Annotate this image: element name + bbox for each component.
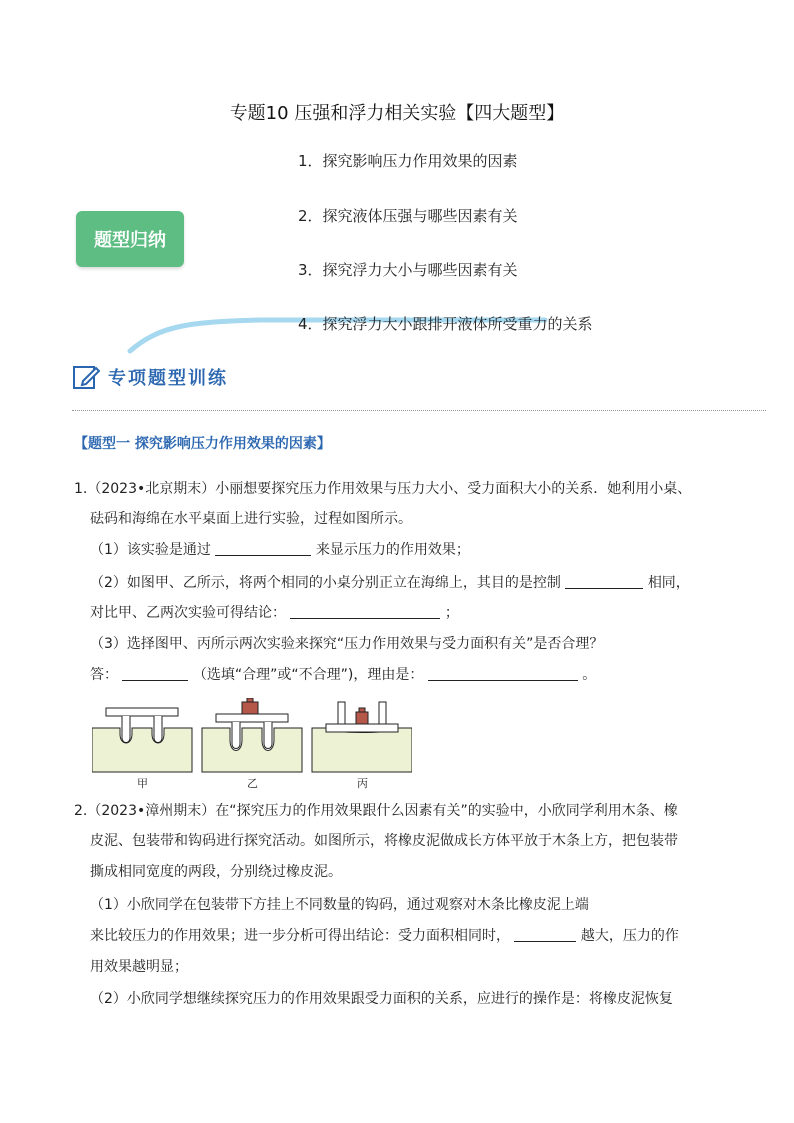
figure-yi [202, 698, 302, 772]
q1-line-1: 1.（2023•北京期末）小丽想要探究压力作用效果与压力大小、受力面积大小的关系．她利用小桌、 [74, 481, 692, 497]
figure-label-yi: 乙 [247, 777, 258, 790]
page-title: 专题10 压强和浮力相关实验【四大题型】 [229, 103, 565, 124]
type-heading: 【题型一 探究影响压力作用效果的因素】 [74, 436, 331, 452]
figure-jia [92, 708, 192, 772]
mindmap-root: 题型归纳 [76, 211, 184, 267]
q2-part-1-cont: 来比较压力的作用效果；进一步分析可得出结论：受力面积相同时， 越大，压力的作 [90, 928, 679, 944]
q2-line-2: 皮泥、包装带和钩码进行探究活动。如图所示，将橡皮泥做成长方体平放于木条上方，把包装带 [90, 833, 678, 849]
section-title: 专项题型训练 [108, 368, 228, 389]
q2-part-2: （2）小欣同学想继续探究压力的作用效果跟受力面积的关系，应进行的操作是：将橡皮泥恢复 [90, 991, 673, 1007]
section-header [72, 362, 228, 392]
answer-blank-2[interactable] [565, 574, 643, 589]
weight-icon [356, 712, 368, 724]
answer-blank-3[interactable] [290, 604, 440, 619]
answer-blank-5[interactable] [428, 666, 578, 681]
answer-blank-6[interactable] [514, 927, 576, 942]
q2-line-1: 2.（2023•漳州期末）在“探究压力的作用效果跟什么因素有关”的实验中，小欣同学利用木条、橡 [74, 803, 678, 819]
q2-part-1: （1）小欣同学在包装带下方挂上不同数量的钩码，通过观察对木条比橡皮泥上端 [90, 897, 589, 913]
mindmap-branch-3: 3．探究浮力大小与哪些因素有关 [298, 261, 518, 279]
figure-label-bing: 丙 [357, 777, 368, 790]
q1-line-2: 砝码和海绵在水平桌面上进行实验，过程如图所示。 [90, 511, 412, 527]
edit-icon [72, 363, 100, 391]
q1-part-2-cont: 对比甲、乙两次实验可得结论： ； [90, 605, 459, 621]
mindmap-branch-4: 4．探究浮力大小跟排开液体所受重力的关系 [298, 315, 593, 333]
mindmap-branch-2: 2．探究液体压强与哪些因素有关 [298, 207, 518, 225]
answer-blank-4[interactable] [122, 666, 188, 681]
q2-part-1-end: 用效果越明显； [90, 959, 188, 975]
q2-line-3: 撕成相同宽度的两段，分别绕过橡皮泥。 [90, 864, 342, 880]
figure-bing [312, 702, 412, 772]
section-divider [72, 410, 766, 411]
q1-part-3: （3）选择图甲、丙所示两次实验来探究“压力作用效果与受力面积有关”是否合理？ [90, 636, 604, 652]
figure-label-jia: 甲 [137, 777, 148, 790]
q1-part-1: （1）该实验是通过 来显示压力的作用效果； [90, 542, 470, 558]
answer-blank-1[interactable] [215, 541, 311, 556]
weight-icon [242, 702, 258, 714]
q1-answer-line: 答： （选填“合理”或“不合理”)，理由是： 。 [90, 667, 597, 683]
q1-part-2: （2）如图甲、乙所示，将两个相同的小桌分别正立在海绵上，其目的是控制 相同， [90, 575, 690, 591]
mindmap-branch-1: 1．探究影响压力作用效果的因素 [298, 152, 518, 170]
